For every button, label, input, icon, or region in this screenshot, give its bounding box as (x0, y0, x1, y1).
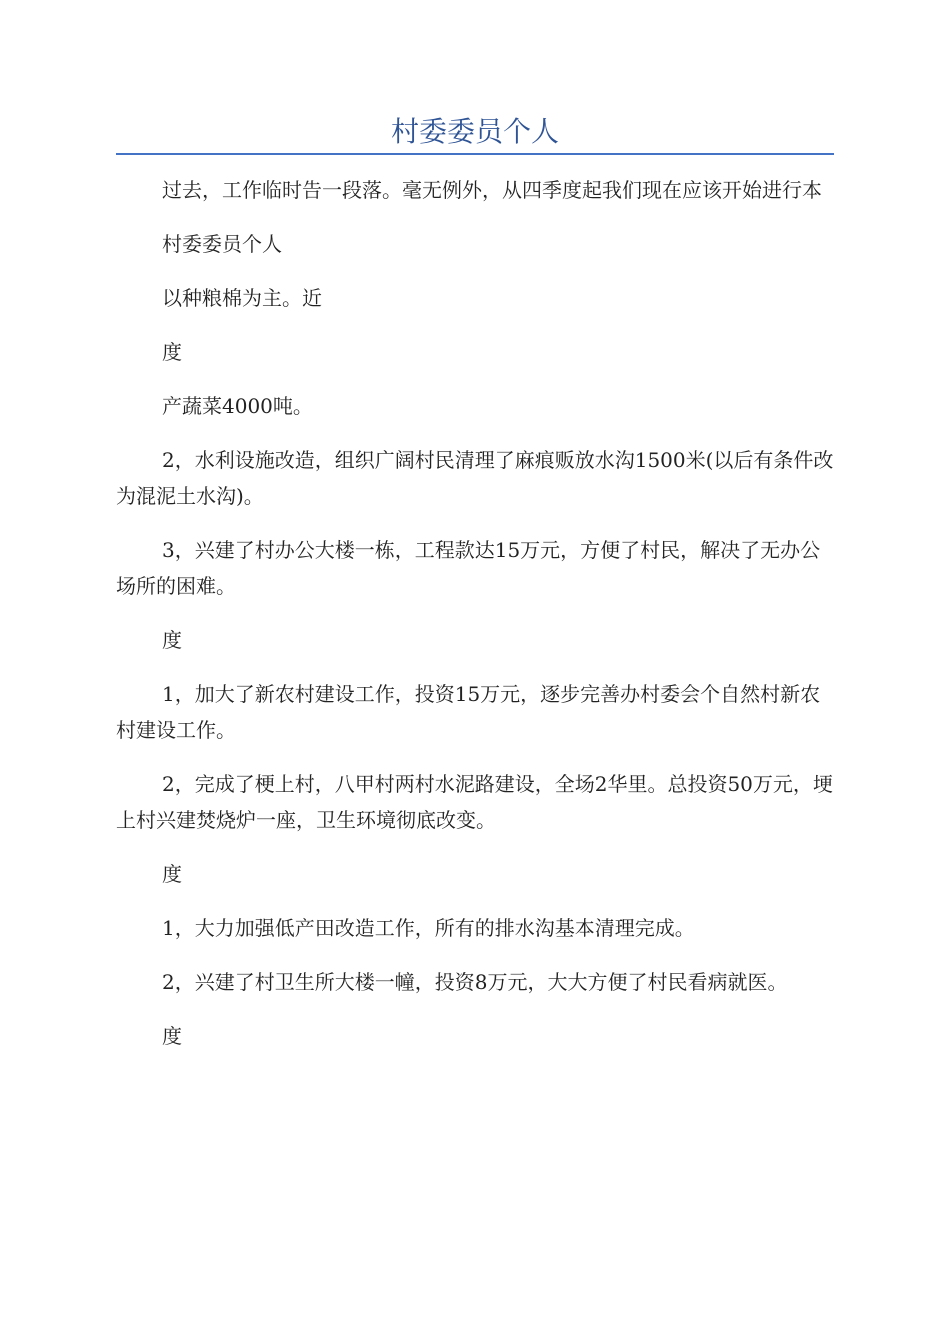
paragraph: 以种粮棉为主。近 (162, 286, 322, 310)
paragraph: 度 (162, 628, 182, 652)
paragraph: 3，兴建了村办公大楼一栋，工程款达15万元，方便了村民，解决了无办公场所的困难。 (116, 538, 821, 598)
paragraph: 村委委员个人 (162, 232, 282, 256)
paragraph: 1，大力加强低产田改造工作，所有的排水沟基本清理完成。 (162, 916, 695, 940)
document-body (116, 172, 834, 1072)
paragraph: 度 (162, 862, 182, 886)
title-underline (116, 153, 834, 155)
paragraph: 过去，工作临时告一段落。毫无例外，从四季度起我们现在应该开始进行本 (162, 178, 822, 202)
paragraph: 度 (162, 1024, 182, 1048)
document-title: 村委委员个人 (390, 115, 559, 148)
paragraph: 1，加大了新农村建设工作，投资15万元，逐步完善办村委会个自然村新农村建设工作。 (116, 682, 821, 742)
paragraph: 2，水利设施改造，组织广阔村民清理了麻痕贩放水沟1500米(以后有条件改为混泥土水沟)。 (116, 448, 834, 508)
paragraph: 产蔬菜4000吨。 (162, 394, 313, 418)
paragraph: 2，完成了梗上村，八甲村两村水泥路建设，全场2华里。总投资50万元，埂上村兴建焚烧炉一座，卫生环境彻底改变。 (116, 772, 833, 832)
paragraph: 度 (162, 340, 182, 364)
paragraph: 2，兴建了村卫生所大楼一幢，投资8万元，大大方便了村民看病就医。 (162, 970, 788, 994)
